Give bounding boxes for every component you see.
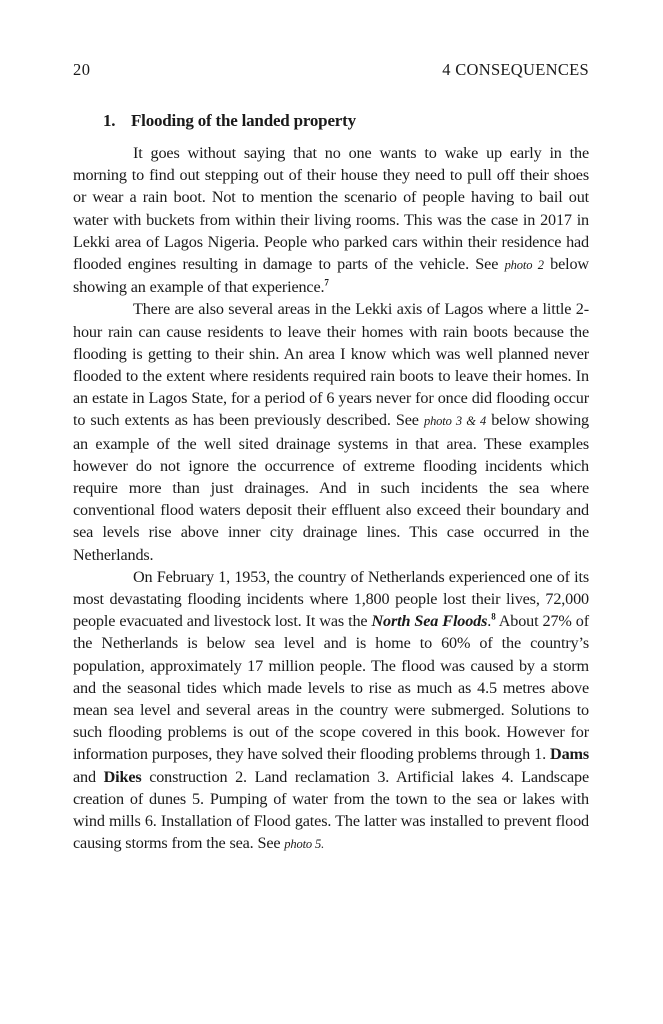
- paragraph-text: It goes without saying that no one wants to wake up early in the morning to find out stepping out of their house they need to pull off their shoes or wear a rain boot. Not to mention the scenario of people having to bail out water with buckets from within their living rooms. This was the case in 2017 in Lekki area of Lagos Nigeria. People who parked cars within their residence had flooded engines resulting in damage to parts of the vehicle. See: [73, 144, 589, 274]
- paragraph-text: There are also several areas in the Lekki axis of Lagos where a little 2-hour rain can cause residents to leave their homes with rain boots because the flooding is getting to their shin. An area I know which was well planned never flooded to the extent where residents required rain boots to leave their homes. In an estate in Lagos State, for a period of 6 years never for once did flooding occur to such extents as has been previously described. See: [73, 300, 589, 430]
- photo-reference: photo 2: [504, 258, 544, 273]
- term-dikes: Dikes: [103, 767, 142, 786]
- section-number: 1.: [103, 111, 116, 130]
- term-dams: Dams: [550, 745, 589, 764]
- page-number: 20: [73, 60, 91, 79]
- paragraph-text: and: [73, 767, 104, 786]
- paragraph-text: construction 2. Land reclamation 3. Artificial lakes 4. Landscape creation of dunes 5. Pumping of water from the town to the sea or lakes with wind mills 6. Installation of Flood gates. The latter was installed to prevent flood causing storms from the sea. See: [73, 767, 589, 853]
- paragraph-text: below showing an example of the well sited drainage systems in that area. These examples however do not ignore the occurrence of extreme flooding incidents which require more than just drainages. And in such incidents the sea where conventional flood waters deposit their effluent also exceed their boundary and sea levels rise above inner city drainage lines. This case occurred in the Netherlands.: [73, 411, 589, 564]
- section-heading: [103, 110, 589, 132]
- body-text: [73, 142, 589, 856]
- paragraph-text: below showing an example of that experience.: [73, 255, 589, 297]
- paragraph-text: .: [487, 612, 492, 631]
- paragraph-text: On February 1, 1953, the country of Netherlands experienced one of its most devastating flooding incidents where 1,800 people lost their lives, 72,000 people evacuated and livestock lost. It was the: [73, 567, 589, 631]
- footnote-marker[interactable]: 8: [491, 611, 496, 622]
- paragraph-text: .: [321, 837, 325, 852]
- photo-reference: photo 3 & 4: [423, 414, 487, 429]
- paragraph-lekki-drainage: [73, 298, 589, 565]
- footnote-marker[interactable]: 7: [324, 277, 329, 288]
- paragraph-lekki-flooding: [73, 142, 589, 298]
- emphasis-north-sea-floods: North Sea Floods: [371, 612, 488, 631]
- section-title: Flooding of the landed property: [131, 111, 356, 130]
- paragraph-netherlands-floods: [73, 566, 589, 856]
- paragraph-text: About 27% of the Netherlands is below sea level and is home to 60% of the country’s population, approximately 17 million people. The flood was caused by a storm and the seasonal tides which made levels to rise as much as 4.5 metres above mean sea level and several areas in the country were submerged. Solutions to such flooding problems is out of the scope covered in this book. However for information purposes, they have solved their flooding problems through 1.: [73, 612, 589, 764]
- photo-reference: photo 5: [284, 837, 322, 852]
- running-header: [73, 58, 589, 82]
- book-page: [73, 58, 589, 856]
- chapter-title: 4 CONSEQUENCES: [442, 60, 589, 79]
